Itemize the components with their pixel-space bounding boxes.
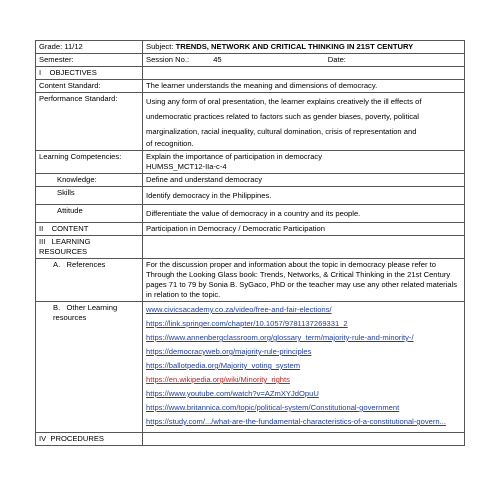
content-standard-label: Content Standard:: [36, 80, 143, 93]
lesson-plan-document: [35, 40, 465, 446]
content-standard-row: [36, 80, 465, 93]
resource-link-springer[interactable]: https://link.springer.com/chapter/10.1057/9781137269331_2: [146, 319, 348, 328]
references-row: [36, 259, 465, 302]
skills-value: Identify democracy in the Philippines.: [143, 187, 465, 205]
semester-row: [36, 54, 465, 67]
procedures-heading: IV PROCEDURES: [36, 433, 143, 446]
learning-competencies-value: [143, 151, 465, 174]
performance-standard-value: [143, 93, 465, 151]
objectives-empty-cell: [143, 67, 465, 80]
resource-link-britannica[interactable]: https://www.britannica.com/topic/political-system/Constitutional-government: [146, 403, 400, 412]
semester-cell: Semester:: [36, 54, 143, 67]
performance-line: marginalization, racial inequality, cultural domination, crisis of representation and: [146, 127, 417, 136]
other-resources-label: B. Other Learning resources: [36, 302, 143, 433]
resource-link-civicsacademy[interactable]: www.civicsacademy.co.za/video/free-and-fair-elections/: [146, 305, 332, 314]
knowledge-label: Knowledge:: [36, 174, 143, 187]
knowledge-row: [36, 174, 465, 187]
resource-link-democracyweb[interactable]: https://democracyweb.org/majority-rule-principles: [146, 347, 312, 356]
references-label: A. References: [36, 259, 143, 302]
skills-row: [36, 187, 465, 205]
performance-line: Using any form of oral presentation, the learner explains creatively the ill effects of: [146, 97, 422, 106]
knowledge-value: Define and understand democracy: [143, 174, 465, 187]
attitude-row: [36, 205, 465, 223]
content-standard-value: The learner understands the meaning and dimensions of democracy.: [143, 80, 465, 93]
objectives-heading: I OBJECTIVES: [36, 67, 143, 80]
other-resources-links: [143, 302, 465, 433]
performance-standard-row: [36, 93, 465, 151]
resource-link-wikipedia[interactable]: https://en.wikipedia.org/wiki/Minority_rights: [146, 375, 290, 384]
learning-resources-heading: III LEARNING RESOURCES: [36, 236, 143, 259]
content-row: [36, 223, 465, 236]
resource-link-youtube[interactable]: https://www.youtube.com/watch?v=AZmXYJdOpuU: [146, 389, 319, 398]
resource-link-study[interactable]: https://study.com/.../what-are-the-fundamental-characteristics-of-a-constitutional-govern...: [146, 417, 446, 426]
subject-cell: [143, 41, 465, 54]
learning-competencies-row: [36, 151, 465, 174]
learning-resources-empty-cell: [143, 236, 465, 259]
subject-value: TRENDS, NETWORK AND CRITICAL THINKING IN 21ST CENTURY: [175, 42, 414, 51]
resource-link-ballotpedia[interactable]: https://ballotpedia.org/Majority_voting_system: [146, 361, 301, 370]
performance-line: undemocratic practices related to factors such as gender biases, poverty, political: [146, 112, 419, 121]
attitude-value: Differentiate the value of democracy in a country and its people.: [143, 205, 465, 223]
objectives-row: [36, 67, 465, 80]
grade-cell: Grade: 11/12: [36, 41, 143, 54]
grade-subject-row: [36, 41, 465, 54]
resource-link-annenberg[interactable]: https://www.annenbergclassroom.org/glossary_term/majority-rule-and-minority-/: [146, 333, 414, 342]
content-heading: II CONTENT: [36, 223, 143, 236]
session-date-cell: [143, 54, 465, 67]
other-resources-row: [36, 302, 465, 433]
lesson-plan-table: [35, 40, 465, 446]
subject-label: Subject:: [146, 42, 174, 51]
performance-standard-label: Performance Standard:: [36, 93, 143, 151]
learning-resources-row: [36, 236, 465, 259]
procedures-row: [36, 433, 465, 446]
competency-text: Explain the importance of participation in democracy: [146, 152, 323, 161]
skills-label: Skills: [36, 187, 143, 205]
references-value: For the discussion proper and information about the topic in democracy please refer to Through the Looking Glass book: Trends, Networks, & Critical Thinking in the 21st Century pages 71 to 79 by Sonia B. SyGaco, PhD or the teacher may use any other related materials in relation to the topic.: [143, 259, 465, 302]
performance-line: of recognition.: [146, 139, 194, 148]
content-value: Participation in Democracy / Democratic Participation: [143, 223, 465, 236]
session-label: Session No.:: [146, 55, 190, 64]
competency-code: HUMSS_MCT12-IIa-c-4: [146, 162, 227, 171]
date-label: Date:: [327, 55, 346, 64]
procedures-empty-cell: [143, 433, 465, 446]
attitude-label: Attitude: [36, 205, 143, 223]
session-value: 45: [213, 55, 222, 64]
learning-competencies-label: Learning Competencies:: [36, 151, 143, 174]
